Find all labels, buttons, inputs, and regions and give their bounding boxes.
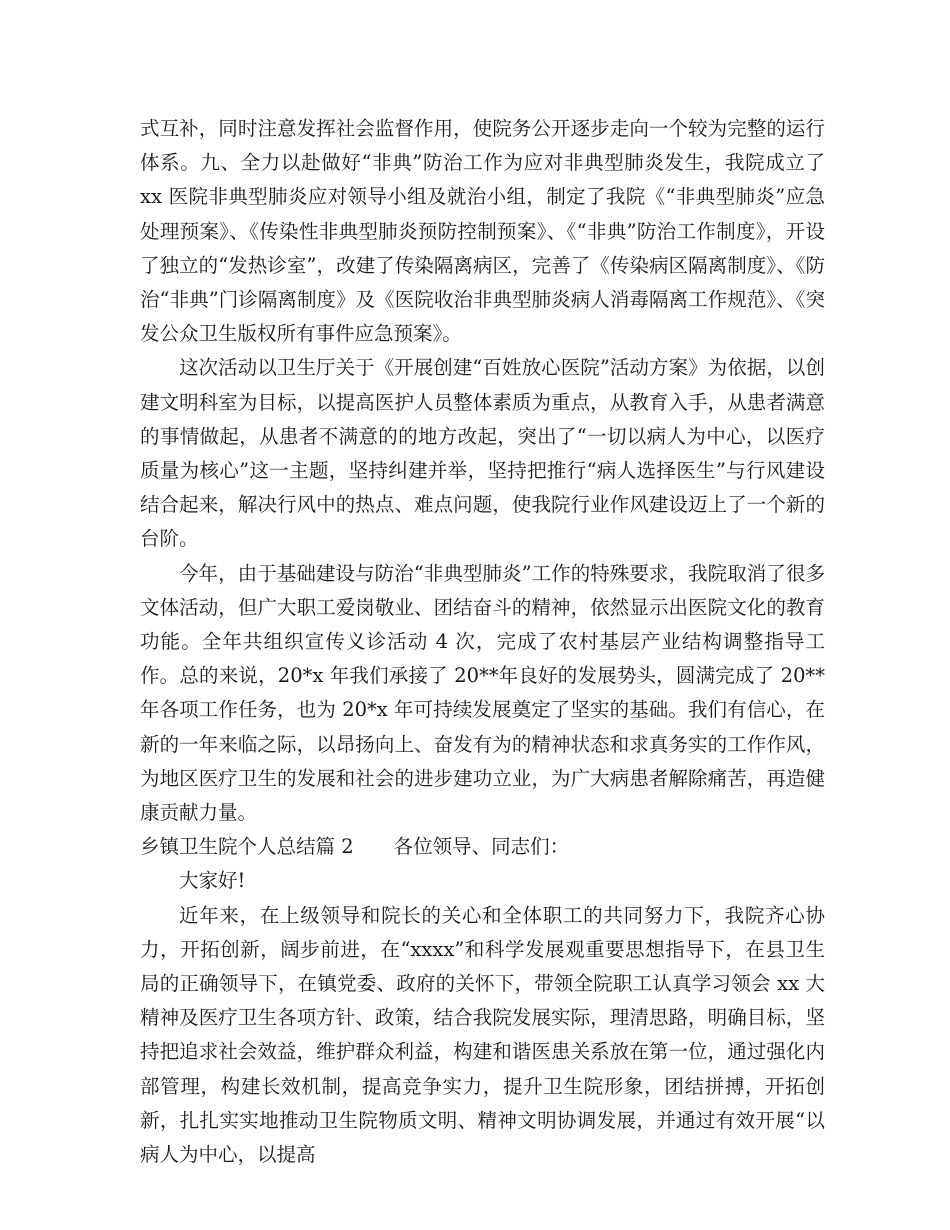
paragraph-3: 今年，由于基础建设与防治“非典型肺炎”工作的特殊要求，我院取消了很多文体活动，但广大职工爱岗敬业、团结奋斗的精神，依然显示出医院文化的教育功能。全年共组织宣传义诊活动 4 次，完成了农村基层产业结构调整指导工作。总的来说，20*x 年我们承接了 20**年良好的发展势头，圆满完成了 20**年各项工作任务，也为 20*x 年可持续发展奠定了坚实的基础。我们有信心，在新的一年来临之际，以昂扬向上、奋发有为的精神状态和求真务实的工作作风，为地区医疗卫生的发展和社会的进步建功立业，为广大病患者解除痛苦，再造健康贡献力量。 bbox=[140, 561, 825, 825]
salutation: 各位领导、同志们： bbox=[393, 835, 570, 859]
document-body bbox=[140, 112, 825, 1172]
section-heading-line bbox=[140, 830, 825, 864]
paragraph-1: 式互补，同时注意发挥社会监督作用，使院务公开逐步走向一个较为完整的运行体系。九、全力以赴做好“非典”防治工作为应对非典型肺炎发生，我院成立了 xx 医院非典型肺炎应对领导小组及就治小组，制定了我院《“非典型肺炎”应急处理预案》、《传染性非典型肺炎预防控制预案》、《“非典”防治工作制度》，开设了独立的“发热诊室”，改建了传染隔离病区，完善了《传染病区隔离制度》、《防治“非典”门诊隔离制度》及《医院收治非典型肺炎病人消毒隔离工作规范》、《突发公众卫生版权所有事件应急预案》。 bbox=[140, 117, 825, 346]
paragraph-2: 这次活动以卫生厅关于《开展创建“百姓放心医院”活动方案》为依据，以创建文明科室为目标，以提高医护人员整体素质为重点，从教育入手，从患者满意的事情做起，从患者不满意的的地方改起，突出了“一切以病人为中心，以医疗质量为核心”这一主题，坚持纠建并举，坚持把推行“病人选择医生”与行风建设结合起来，解决行风中的热点、难点问题，使我院行业作风建设迈上了一个新的台阶。 bbox=[140, 356, 825, 551]
paragraph-4: 近年来，在上级领导和院长的关心和全体职工的共同努力下，我院齐心协力，开拓创新，阔步前进，在“xxxx”和科学发展观重要思想指导下，在县卫生局的正确领导下，在镇党委、政府的关怀下，带领全院职工认真学习领会 xx 大精神及医疗卫生各项方针、政策，结合我院发展实际，理清思路，明确目标，坚持把追求社会效益，维护群众利益，构建和谐医患关系放在第一位，通过强化内部管理，构建长效机制，提高竞争实力，提升卫生院形象，团结拼搏，开拓创新，扎扎实实地推动卫生院物质文明、精神文明协调发展，并通过有效开展“以病人为中心，以提高 bbox=[140, 903, 825, 1167]
section-title: 乡镇卫生院个人总结篇 2 bbox=[140, 835, 354, 859]
greeting: 大家好! bbox=[179, 869, 246, 893]
